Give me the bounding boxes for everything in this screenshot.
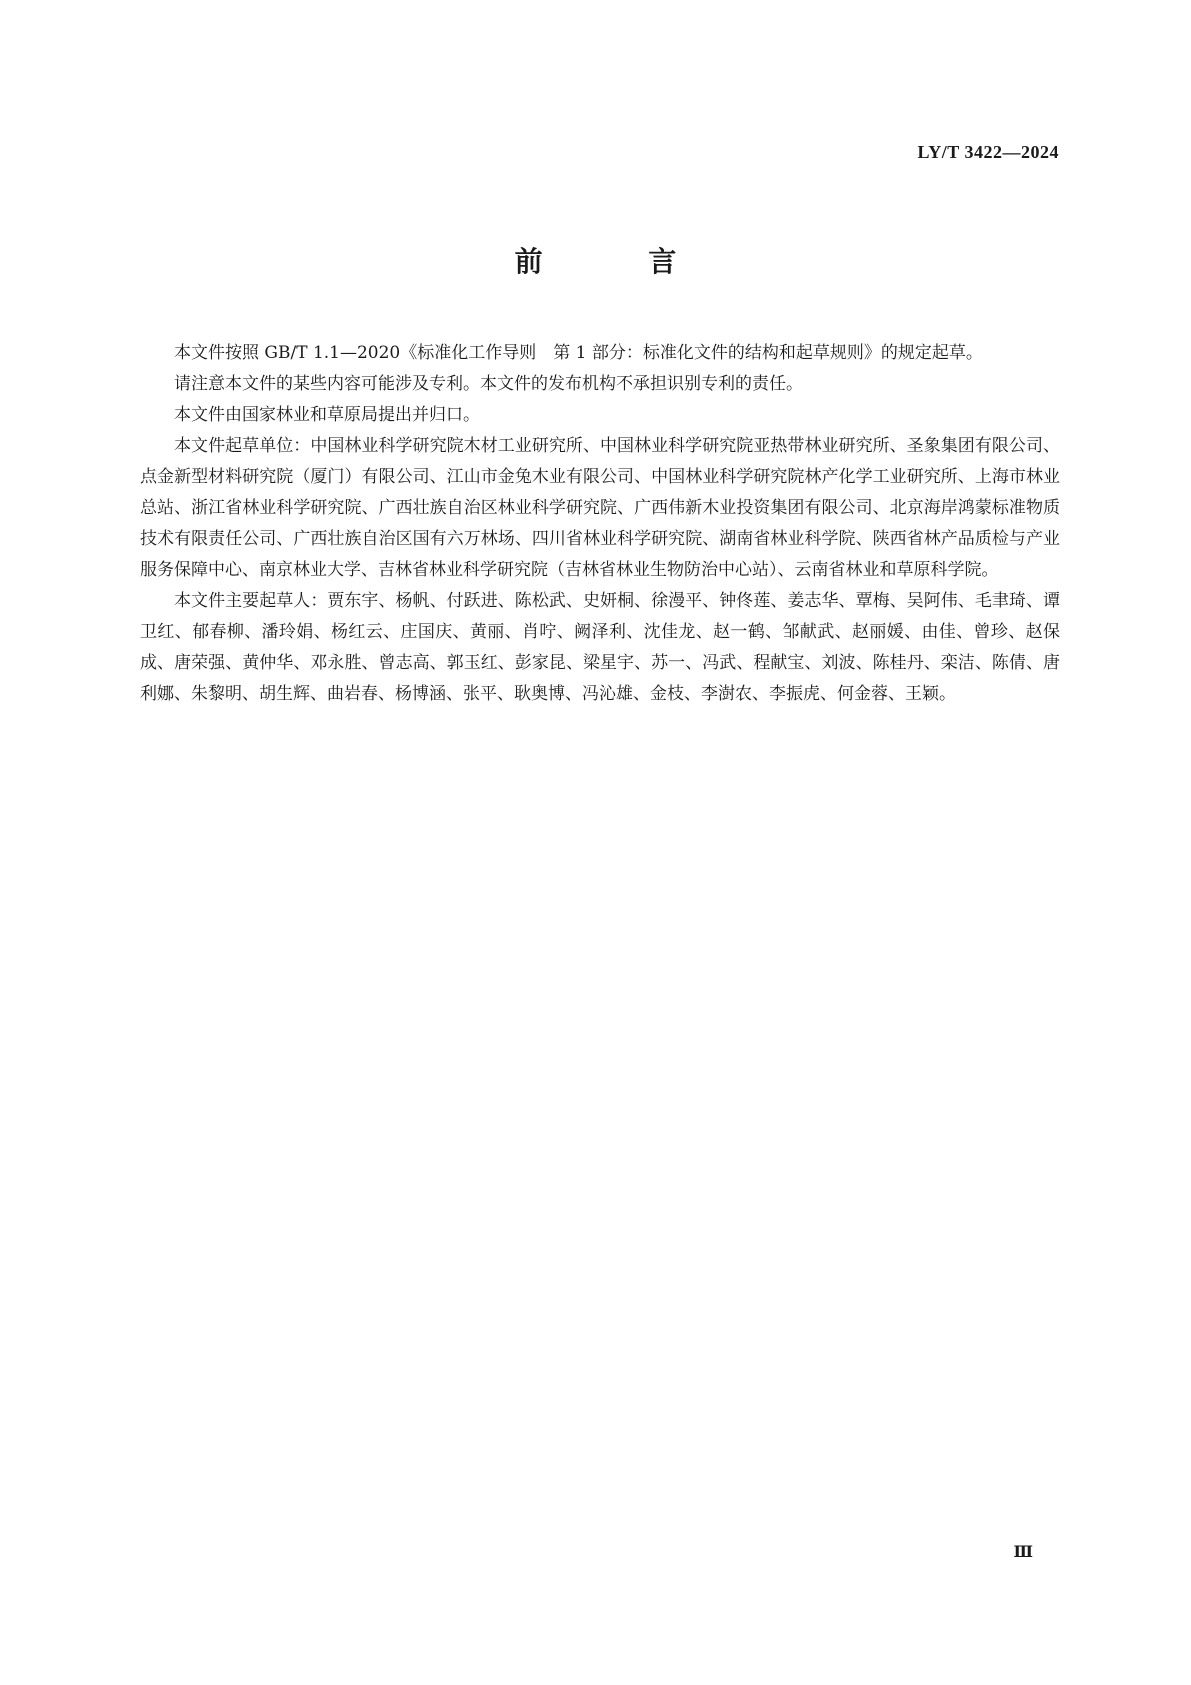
paragraph-proposer: 本文件由国家林业和草原局提出并归口。 bbox=[174, 405, 480, 425]
paragraph-drafters: 本文件主要起草人：贾东宇、杨帆、付跃进、陈松武、史妍桐、徐漫平、钟佟莲、姜志华、覃梅、吴阿伟、毛聿琦、谭卫红、郁春柳、潘玲娟、杨红云、庄国庆、黄丽、肖咛、阙泽利、沈佳龙、赵一鹤、邹献武、赵丽媛、由佳、曾珍、赵保成、唐荣强、黄仲华、邓永胜、曾志高、郭玉红、彭家昆、梁星宇、苏一、冯武、程献宝、刘波、陈桂丹、栾洁、陈倩、唐利娜、朱黎明、胡生辉、曲岩春、杨博涵、张平、耿奥博、冯沁雄、金枝、李澍农、李振虎、何金蓉、王颖。 bbox=[140, 591, 1060, 704]
paragraph-drafting-units: 本文件起草单位：中国林业科学研究院木材工业研究所、中国林业科学研究院亚热带林业研究所、圣象集团有限公司、点金新型材料研究院（厦门）有限公司、江山市金兔木业有限公司、中国林业科学研究院林产化学工业研究所、上海市林业总站、浙江省林业科学研究院、广西壮族自治区林业科学研究院、广西伟新木业投资集团有限公司、北京海岸鸿蒙标准物质技术有限责任公司、广西壮族自治区国有六万林场、四川省林业科学研究院、湖南省林业科学院、陕西省林产品质检与产业服务保障中心、南京林业大学、吉林省林业科学研究院（吉林省林业生物防治中心站）、云南省林业和草原科学院。 bbox=[140, 436, 1060, 580]
page-number: Ⅲ bbox=[1013, 1544, 1033, 1561]
foreword-body bbox=[140, 338, 1060, 710]
page-title: 前 言 bbox=[514, 245, 725, 278]
paragraph-drafting-rules: 本文件按照 GB/T 1.1—2020《标准化工作导则 第 1 部分：标准化文件的结构和起草规则》的规定起草。 bbox=[174, 343, 983, 363]
paragraph-patent-notice: 请注意本文件的某些内容可能涉及专利。本文件的发布机构不承担识别专利的责任。 bbox=[174, 374, 803, 394]
document-code: LY/T 3422—2024 bbox=[917, 142, 1059, 162]
